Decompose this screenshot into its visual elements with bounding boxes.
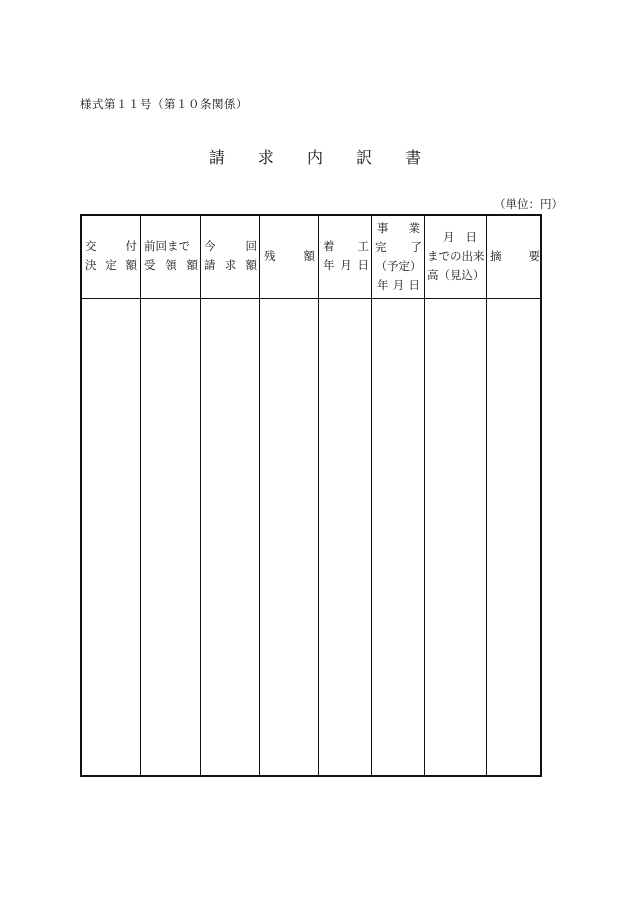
header-cell-zenkai: 前回まで 受 領 額: [144, 239, 198, 272]
unit-label: （単位：円）: [494, 197, 563, 211]
column-divider: [486, 216, 487, 775]
header-cell-zangaku: 残 額: [264, 249, 315, 263]
header-cell-kofu: 交 付 決 定 額: [85, 239, 137, 272]
header-cell-konkai: 今 回 請 求 額: [204, 239, 257, 272]
form-number: 様式第１１号（第１０条関係）: [80, 97, 248, 111]
header-cell-chakko: 着 工 年 月 日: [323, 239, 369, 272]
breakdown-table: [80, 214, 542, 777]
column-divider: [424, 216, 425, 775]
column-divider: [140, 216, 141, 775]
column-divider: [259, 216, 260, 775]
header-divider: [82, 298, 540, 299]
header-cell-dekidaka: 月 日 までの出来 高（見込）: [427, 230, 485, 282]
column-divider: [318, 216, 319, 775]
header-cell-kanryo: 事 業 完 了 （予定） 年 月 日: [375, 221, 422, 292]
document-title: 請 求 内 訳 書: [208, 148, 436, 167]
header-cell-tekiyo: 摘 要: [490, 249, 540, 263]
column-divider: [371, 216, 372, 775]
column-divider: [200, 216, 201, 775]
